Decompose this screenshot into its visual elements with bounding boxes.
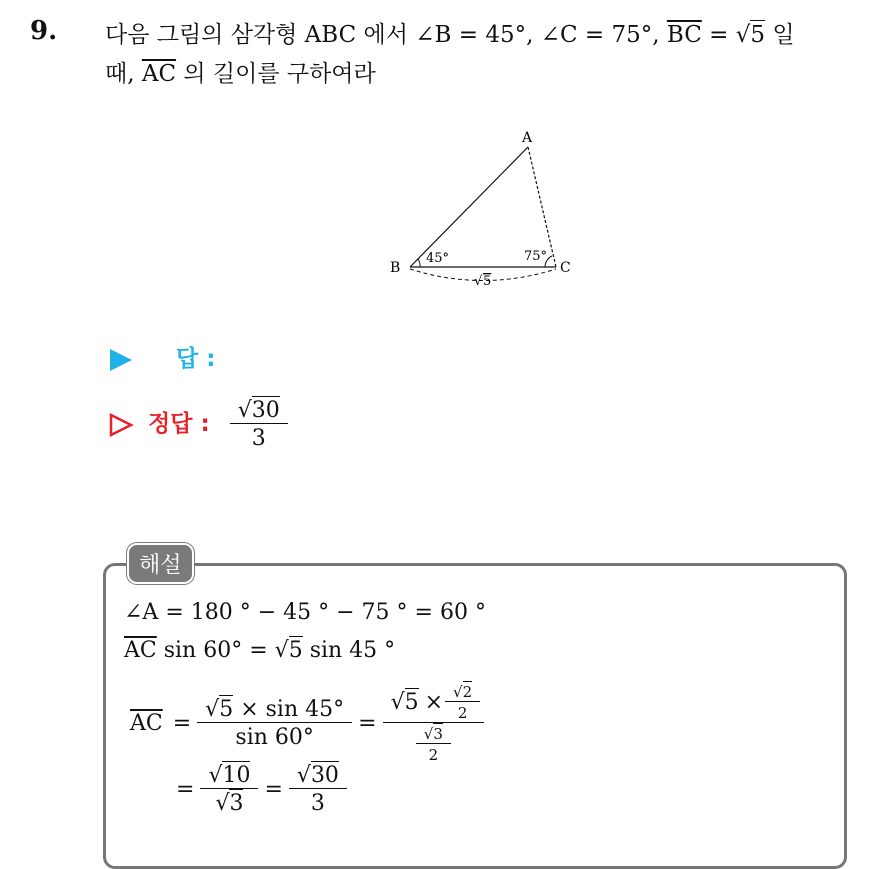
equals-sign: = [709,22,729,48]
sol-fraction-2: √5 × $\frac{√2}{2}$ $\frac{√3}{2}$ [387,683,481,764]
bc-overline: $\overline{BC}$ [666,22,702,48]
angle-b-label: 45° [426,251,450,266]
answer-row [108,340,215,373]
solution-line-3 [130,683,480,764]
sol-eq-4: = [264,777,283,802]
angle-b-arc [418,259,420,267]
sol-line2-end: sin 45 ° [309,638,396,663]
question-text: 다음 그림의 삼각형 ABC 에서 ∠B = 45°, ∠C = 75°, [105,22,660,48]
question-line2-suffix: 의 길이를 구하여라 [183,61,376,87]
solution-line-4 [176,763,343,816]
filled-triangle-icon [108,347,134,373]
correct-answer-row [108,398,284,451]
sol-ac-1: $\overline{AC}$ [124,638,157,663]
sol-fraction-4: $\frac{√30}{3}$ [293,763,343,816]
sol-eq-2: = [358,711,377,736]
vertex-a-label: A [522,130,533,146]
sol-sqrt5: √5 [274,638,303,663]
question-tail: 일 [772,22,795,48]
vertex-b-label: B [390,260,401,276]
sol-eq-1: = [172,711,192,736]
sqrt-5: √5 [735,22,766,48]
solution-line-2 [124,638,395,663]
triangle-figure [380,120,600,300]
sol-ac-2: $\overline{AC}$ [130,711,163,736]
sol-line2-mid: sin 60° = [163,638,268,663]
question-line2-prefix: 때, [105,61,135,87]
question-line-2 [105,55,376,88]
angle-c-label: 75° [524,249,548,264]
side-bc-label: 5 [483,274,492,289]
solution-line-1: ∠A = 180 ° − 45 ° − 75 ° = 60 ° [124,600,486,625]
correct-label: 정답 : [148,411,210,437]
solution-tag: 해설 [127,543,194,584]
vertex-c-label: C [560,260,571,276]
correct-den: 3 [230,423,288,451]
sol-fraction-3: $\frac{√10}{√3}$ [204,763,254,816]
correct-num: 30 [251,398,280,423]
sol-fraction-1: $\frac{√5 \times \sin 45^\circ}{\sin 60^\circ}$ [201,697,348,750]
question-line-1 [105,16,795,49]
ac-overline: $\overline{AC}$ [141,61,177,87]
outline-triangle-icon [108,412,134,438]
sol-eq-3: = [176,777,195,802]
side-ab [410,147,528,267]
answer-label: 답 : [176,346,216,372]
side-bc-radical: √ [474,274,483,289]
question-number: 9. [30,16,58,46]
correct-answer-fraction: $\frac{√30}{3}$ [234,398,284,451]
